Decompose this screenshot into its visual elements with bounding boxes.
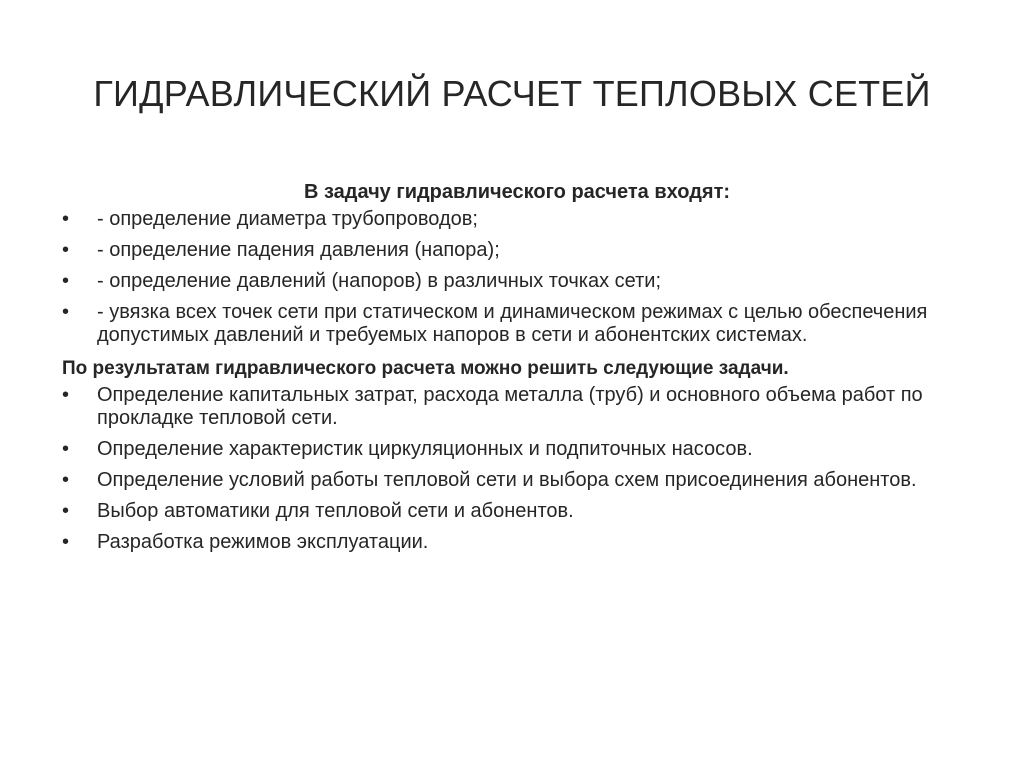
list-item	[62, 384, 962, 430]
list-item-text: Определение условий работы тепловой сети и выбора схем присоединения абонентов.	[97, 469, 917, 491]
bullet-icon: •	[62, 208, 70, 230]
bullet-icon: •	[62, 531, 70, 553]
list-item	[62, 301, 962, 347]
list-item-text: Выбор автоматики для тепловой сети и абонентов.	[97, 500, 574, 522]
section1-heading: В задачу гидравлического расчета входят:	[303, 181, 731, 203]
list-item	[62, 531, 962, 554]
section2-heading: По результатам гидравлического расчета можно решить следующие задачи.	[62, 358, 789, 379]
section2-list	[62, 384, 962, 554]
bullet-icon: •	[62, 270, 70, 292]
list-item	[62, 438, 962, 461]
list-item-text: Определение капитальных затрат, расхода металла (труб) и основного объема работ по прокладке тепловой сети.	[97, 384, 923, 429]
list-item-text: Определение характеристик циркуляционных и подпиточных насосов.	[97, 438, 753, 460]
bullet-icon: •	[62, 500, 70, 522]
list-item	[62, 208, 962, 231]
list-item	[62, 469, 962, 492]
bullet-icon: •	[62, 438, 70, 460]
slide-content	[62, 181, 962, 562]
section1-list	[62, 208, 962, 347]
list-item-text: - определение диаметра трубопроводов;	[97, 208, 478, 230]
bullet-icon: •	[62, 301, 70, 323]
slide-title: ГИДРАВЛИЧЕСКИЙ РАСЧЕТ ТЕПЛОВЫХ СЕТЕЙ	[93, 73, 931, 114]
list-item-text: - определение давлений (напоров) в различных точках сети;	[97, 270, 662, 292]
list-item	[62, 270, 962, 293]
bullet-icon: •	[62, 384, 70, 406]
list-item-text: - увязка всех точек сети при статическом и динамическом режимах с целью обеспечения допустимых давлений и требуемых напоров в сети и абонентских системах.	[97, 301, 928, 346]
list-item	[62, 500, 962, 523]
bullet-icon: •	[62, 239, 70, 261]
list-item-text: Разработка режимов эксплуатации.	[97, 531, 429, 553]
list-item	[62, 239, 962, 262]
list-item-text: - определение падения давления (напора);	[97, 239, 500, 261]
bullet-icon: •	[62, 469, 70, 491]
